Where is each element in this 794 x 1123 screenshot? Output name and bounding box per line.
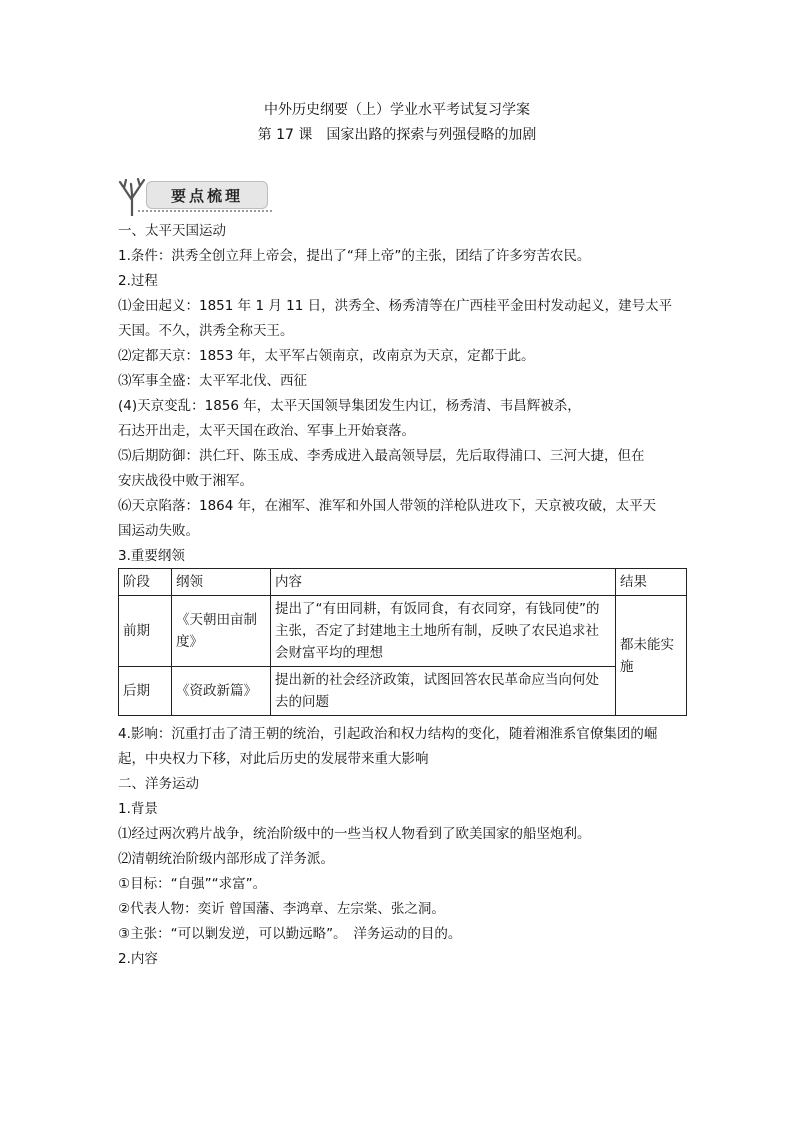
table-cell-stage: 后期 bbox=[119, 667, 172, 716]
paragraph: (4)天京变乱：1856 年，太平天国领导集团发生内讧，杨秀清、韦昌辉被杀， bbox=[118, 398, 581, 414]
table-header-cell: 纲领 bbox=[172, 569, 271, 596]
paragraph: ⑴金田起义：1851 年 1 月 11 日，洪秀全、杨秀清等在广西桂平金田村发动起义，建号太平 bbox=[118, 298, 673, 314]
table-cell-content: 提出了“有田同耕，有饭同食，有衣同穿，有钱同使”的主张，否定了封建地主土地所有制，反映了农民追求社会财富平均的理想 bbox=[271, 596, 616, 667]
section-heading: 二、洋务运动 bbox=[118, 776, 199, 792]
paragraph: ⑴经过两次鸦片战争，统治阶级中的一些当权人物看到了欧美国家的船坚炮利。 bbox=[118, 826, 591, 842]
table-header-cell: 内容 bbox=[271, 569, 616, 596]
table-row bbox=[119, 596, 687, 667]
banner-label: 要点梳理 bbox=[146, 181, 268, 209]
table-header-cell: 阶段 bbox=[119, 569, 172, 596]
table-cell-result: 都未能实施 bbox=[616, 596, 687, 716]
table-cell-program: 《资政新篇》 bbox=[172, 667, 271, 716]
paragraph: 国运动失败。 bbox=[118, 523, 199, 539]
paragraph: ①目标：“自强”“求富”。 bbox=[118, 876, 267, 892]
table-header-cell: 结果 bbox=[616, 569, 687, 596]
paragraph: 起，中央权力下移，对此后历史的发展带来重大影响 bbox=[118, 751, 429, 767]
program-table bbox=[118, 568, 687, 716]
lesson-title: 第 17 课 国家出路的探索与列强侵略的加剧 bbox=[257, 127, 537, 143]
paragraph: ③主张：“可以剿发逆，可以勤远略”。 洋务运动的目的。 bbox=[118, 926, 462, 942]
paragraph: 4.影响：沉重打击了清王朝的统治，引起政治和权力结构的变化，随着湘淮系官僚集团的崛 bbox=[118, 726, 658, 742]
banner-divider bbox=[138, 210, 272, 212]
section-heading: 一、太平天国运动 bbox=[118, 223, 226, 239]
document-title: 中外历史纲要（上）学业水平考试复习学案 bbox=[264, 102, 530, 118]
sub-heading: 1.背景 bbox=[118, 801, 158, 817]
paragraph: ⑸后期防御：洪仁玕、陈玉成、李秀成进入最高领导层，先后取得浦口、三河大捷，但在 bbox=[118, 448, 645, 464]
paragraph: 1.条件：洪秀全创立拜上帝会，提出了“拜上帝”的主张，团结了许多穷苦农民。 bbox=[118, 248, 591, 264]
table-row bbox=[119, 667, 687, 716]
sub-heading: 2.过程 bbox=[118, 273, 158, 289]
sub-heading: 2.内容 bbox=[118, 951, 158, 967]
paragraph: ⑶军事全盛：太平军北伐、西征 bbox=[118, 373, 307, 389]
paragraph: ⑹天京陷落：1864 年，在湘军、淮军和外国人带领的洋枪队进攻下，天京被攻破，太平天 bbox=[118, 498, 657, 514]
sub-heading: 3.重要纲领 bbox=[118, 548, 185, 564]
paragraph: 石达开出走，太平天国在政治、军事上开始衰落。 bbox=[118, 423, 415, 439]
table-cell-stage: 前期 bbox=[119, 596, 172, 667]
table-cell-content: 提出新的社会经济政策，试图回答农民革命应当向何处去的问题 bbox=[271, 667, 616, 716]
paragraph: 天国。不久，洪秀全称天王。 bbox=[118, 323, 294, 339]
paragraph: ⑵清朝统治阶级内部形成了洋务派。 bbox=[118, 851, 334, 867]
paragraph: ②代表人物：奕䜣 曾国藩、李鸿章、左宗棠、张之洞。 bbox=[118, 901, 445, 917]
table-header-row bbox=[119, 569, 687, 596]
paragraph: 安庆战役中败于湘军。 bbox=[118, 473, 253, 489]
table-cell-program: 《天朝田亩制度》 bbox=[172, 596, 271, 667]
paragraph: ⑵定都天京：1853 年，太平军占领南京，改南京为天京，定都于此。 bbox=[118, 348, 535, 364]
section-banner bbox=[116, 176, 276, 216]
